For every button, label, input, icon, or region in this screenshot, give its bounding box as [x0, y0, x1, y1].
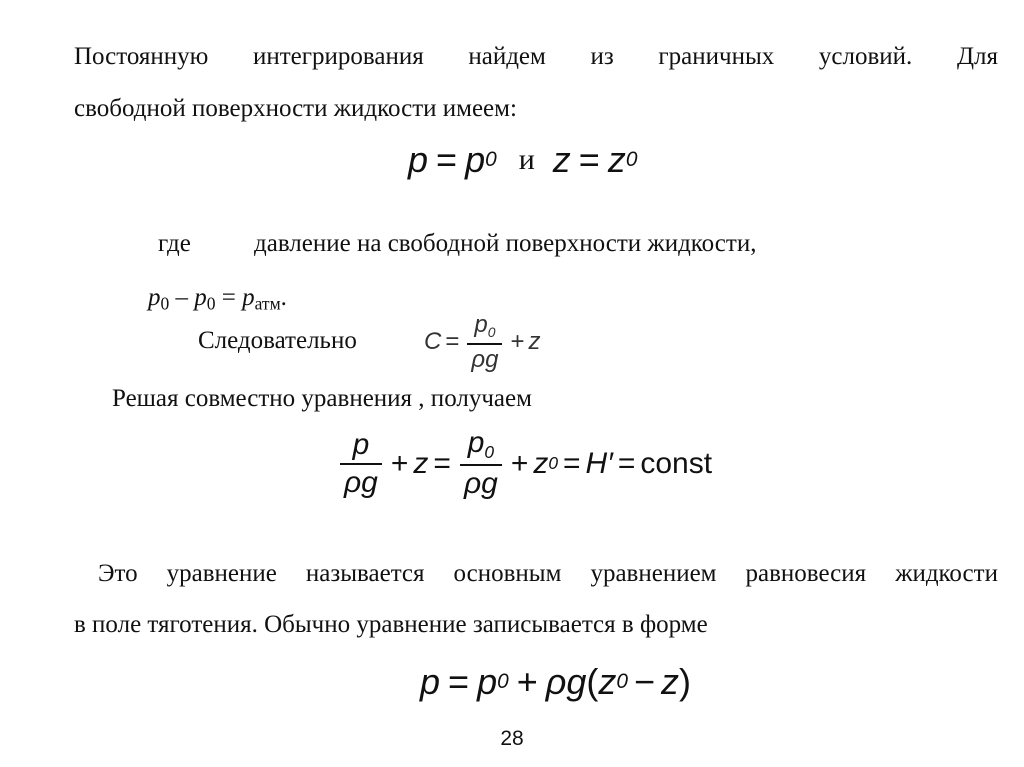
- paragraph-1-line-1: [74, 44, 998, 69]
- eq4-rparen: ): [679, 661, 692, 702]
- definition-text: давление на свободной поверхности жидкости,: [254, 230, 757, 257]
- equals: =: [215, 284, 243, 311]
- eq3-plus: +: [390, 446, 409, 480]
- eq4-p0-sub: 0: [497, 669, 509, 693]
- eq3-z0-sub: 0: [548, 453, 559, 474]
- paragraph-2-line-2: в поле тяготения. Обычно уравнение записывается в форме: [74, 611, 708, 638]
- eq4-z: z: [661, 661, 680, 702]
- where-label: где: [158, 230, 191, 257]
- eq4-p0: p: [477, 661, 498, 702]
- eq3-num-p0: p: [467, 426, 485, 459]
- equation-boundary-conditions: [408, 139, 638, 180]
- eq4-plus: +: [516, 661, 538, 702]
- page-number: 28: [500, 727, 524, 750]
- word: жидкости: [895, 560, 998, 587]
- c-equals: =: [445, 328, 460, 356]
- equation-pressure-depth: [420, 661, 692, 702]
- word: граничных: [658, 43, 775, 70]
- eq3-den-2: ρg: [460, 464, 502, 499]
- eq1-z: z: [552, 139, 571, 180]
- c-symbol: C: [424, 328, 442, 356]
- word: уравнением: [590, 560, 717, 587]
- eq1-z0: z: [607, 139, 626, 180]
- eq1-p: p: [408, 139, 429, 180]
- fraction-p0-rhog: [467, 313, 502, 372]
- eq4-equals: =: [448, 661, 470, 702]
- equation-constant-c: [424, 313, 540, 372]
- c-plus: +: [510, 328, 525, 356]
- eq3-equals: =: [433, 446, 451, 480]
- eq3-den: ρg: [340, 463, 382, 498]
- eq1-and: и: [518, 143, 535, 176]
- eq1-equals-2: =: [578, 139, 600, 180]
- fraction-p0-rhog-2: [460, 428, 502, 499]
- word: уравнение: [166, 560, 277, 587]
- eq3-num-sub: 0: [484, 442, 495, 463]
- eq1-p0: p: [465, 139, 486, 180]
- eq3-equals-2: =: [563, 446, 581, 480]
- eq3-equals-3: =: [617, 446, 636, 480]
- solving-text: Решая совместно уравнения , получаем: [112, 385, 532, 412]
- eq4-lparen: (: [586, 661, 599, 702]
- paragraph-1-line-2: свободной поверхности жидкости имеем:: [74, 95, 517, 122]
- p0-symbol: p: [148, 284, 161, 311]
- word: Постоянную: [74, 43, 209, 70]
- paragraph-2-line-1: [98, 561, 998, 586]
- eq4-minus: −: [634, 661, 656, 702]
- definition-formula: [148, 285, 287, 313]
- c-z: z: [528, 328, 541, 356]
- eq4-rhog: ρg: [545, 661, 587, 702]
- frac-den: ρg: [467, 343, 502, 372]
- word: найдем: [468, 43, 546, 70]
- p-atm-symbol: p: [242, 284, 255, 311]
- eq3-const: const: [640, 446, 713, 480]
- eq3-z0: z: [533, 446, 549, 480]
- frac-num-p: p: [474, 311, 488, 338]
- frac-num-sub: 0: [487, 323, 496, 340]
- eq3-num-p: p: [352, 427, 370, 461]
- eq1-equals: =: [436, 139, 458, 180]
- word: называется: [305, 560, 425, 587]
- consequently-label: Следовательно: [198, 327, 357, 354]
- eq3-h-prime: H′: [585, 446, 613, 480]
- atm-sub: атм: [254, 293, 281, 314]
- p0-sub-2: 0: [206, 293, 216, 314]
- eq4-z0-sub: 0: [616, 669, 629, 693]
- equation-hydrostatic-head: [336, 428, 712, 499]
- eq3-plus-2: +: [510, 446, 529, 480]
- p0-sub: 0: [160, 293, 170, 314]
- period: .: [280, 284, 287, 311]
- word: Для: [956, 43, 998, 70]
- eq4-z0: z: [598, 661, 617, 702]
- word: интегрирования: [252, 43, 424, 70]
- word: основным: [453, 560, 562, 587]
- word: условий.: [818, 43, 913, 70]
- eq3-z: z: [413, 446, 429, 480]
- word: Это: [98, 560, 138, 587]
- word: из: [590, 43, 614, 70]
- eq1-p0-sub: 0: [485, 147, 497, 171]
- eq1-z0-sub: 0: [625, 147, 638, 171]
- p0-symbol-2: p: [194, 284, 207, 311]
- fraction-p-rhog: [340, 427, 382, 499]
- dash: –: [169, 284, 195, 311]
- eq4-p: p: [420, 661, 441, 702]
- word: равновесия: [745, 560, 867, 587]
